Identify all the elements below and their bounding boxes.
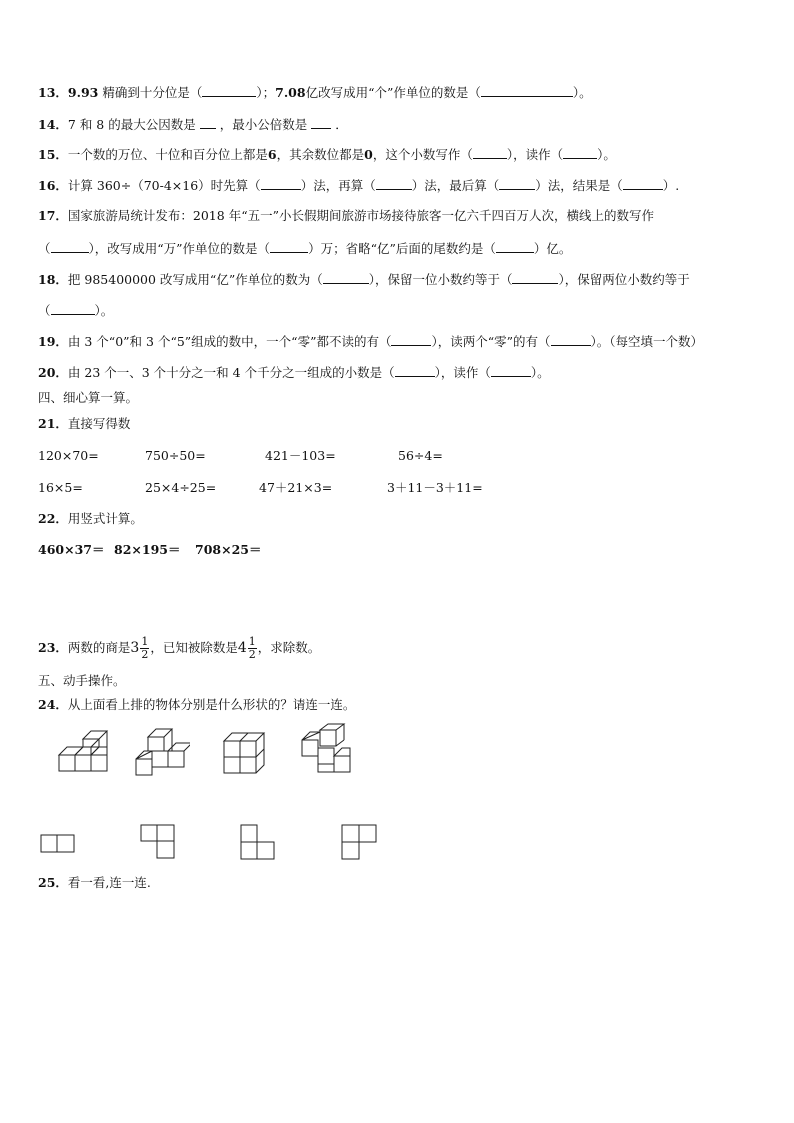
q21-item: 25×4÷25= — [145, 480, 217, 495]
q22-number: 22． — [38, 511, 68, 526]
q20-blank-2[interactable] — [491, 364, 531, 377]
question-20 — [38, 364, 550, 381]
q21-item: 16×5= — [38, 480, 83, 495]
q18-text-4: ）。 — [94, 303, 114, 318]
q15-blank-2[interactable] — [563, 146, 597, 159]
q16-blank-2[interactable] — [376, 177, 412, 190]
q23-mixed-whole-1: 3 — [130, 640, 140, 656]
section-5-heading: 五、动手操作。 — [38, 673, 126, 688]
q24-number: 24． — [38, 697, 68, 712]
q18-text-2: ），保留一位小数约等于（ — [368, 272, 513, 287]
q17-text-4: ）亿。 — [533, 241, 572, 256]
question-22-title — [38, 511, 143, 527]
q25-text: 看一看,连一连. — [67, 875, 151, 890]
question-21-title — [38, 416, 130, 432]
section-4-heading: 四、细心算一算。 — [38, 390, 139, 405]
q23-fraction-2 — [248, 636, 257, 661]
q14-text-3: ． — [335, 117, 348, 132]
question-14 — [38, 116, 348, 133]
question-24-title — [38, 697, 355, 713]
q18-text-3: ），保留两位小数约等于 — [558, 272, 690, 287]
q17-blank-1[interactable] — [51, 240, 89, 253]
q21-item: 3＋11－3＋11= — [387, 480, 483, 495]
question-18-line-1 — [38, 271, 690, 288]
q17-blank-3[interactable] — [496, 240, 534, 253]
q19-number: 19． — [38, 334, 68, 349]
q23-numerator-2: 1 — [248, 635, 256, 648]
q21-item: 47＋21×3= — [259, 480, 333, 495]
q23-number: 23． — [38, 640, 68, 655]
q19-text-2: ），读两个“零”的有（ — [431, 334, 551, 349]
q22-item: 708×25＝ — [195, 542, 262, 557]
q17-text-3: ）万；省略“亿”后面的尾数约是（ — [308, 241, 496, 256]
q22-text: 用竖式计算。 — [67, 511, 143, 526]
q14-blank-2[interactable] — [311, 116, 331, 129]
top-view-shape-2[interactable] — [140, 824, 178, 862]
q13-blank-2[interactable] — [481, 84, 573, 97]
question-16 — [38, 177, 679, 194]
q16-text-4: ）法，结果是（ — [535, 178, 623, 193]
q15-number: 15． — [38, 147, 68, 162]
q18-blank-2[interactable] — [512, 271, 558, 284]
question-25-title — [38, 875, 151, 891]
q17-number: 17． — [38, 208, 68, 223]
cube-figure-3[interactable] — [220, 727, 272, 777]
q23-text-2: ，已知被除数是 — [150, 640, 238, 655]
q16-blank-1[interactable] — [261, 177, 301, 190]
q17-text-2: ），改写成用“万”作单位的数是（ — [88, 241, 271, 256]
q23-denominator-2: 2 — [248, 648, 256, 661]
q21-item: 120×70= — [38, 448, 99, 463]
q21-item: 750÷50= — [145, 448, 206, 463]
q15-text-3: ，这个小数写作（ — [372, 147, 473, 162]
q21-text: 直接写得数 — [67, 416, 131, 431]
question-23 — [38, 636, 320, 661]
q16-text-3: ）法，最后算（ — [411, 178, 500, 193]
question-13 — [38, 84, 592, 101]
q16-number: 16． — [38, 178, 68, 193]
q21-item: 56÷4= — [398, 448, 443, 463]
q15-text: 一个数的万位、十位和百分位上都是 — [67, 147, 268, 162]
q18-blank-1[interactable] — [323, 271, 369, 284]
top-view-shape-4[interactable] — [341, 824, 379, 862]
q13-value-2: 7.08 — [275, 85, 306, 100]
q15-text-4: ），读作（ — [506, 147, 564, 162]
q15-text-5: ）。 — [597, 147, 616, 162]
q13-text-3: 亿改写成用“个”作单位的数是（ — [305, 85, 481, 100]
q17-text: 国家旅游局统计发布：2018 年“五一”小长假期间旅游市场接待旅客一亿六千四百万人次，横线上的数写作 — [67, 208, 654, 223]
q16-text: 计算 360÷（70-4×16）时先算（ — [67, 178, 261, 193]
q20-text-2: ），读作（ — [434, 365, 491, 380]
q19-text: 由 3 个“0”和 3 个“5”组成的数中，一个“零”都不读的有（ — [67, 334, 392, 349]
question-17-line-2 — [38, 240, 571, 257]
q17-paren: （ — [38, 241, 51, 256]
q18-blank-3[interactable] — [51, 302, 95, 315]
q23-text: 两数的商是 — [67, 640, 131, 655]
q13-text: 精确到十分位是（ — [102, 85, 203, 100]
q13-text-4: ）。 — [572, 85, 592, 100]
q22-item: 82×195＝ — [114, 542, 181, 557]
q23-denominator-1: 2 — [141, 648, 149, 661]
q13-number: 13． — [38, 85, 68, 100]
q23-numerator-1: 1 — [141, 635, 149, 648]
q20-number: 20． — [38, 365, 68, 380]
q16-text-5: ）. — [662, 178, 680, 193]
q19-text-3: ）。（每空填一个数） — [590, 334, 704, 349]
q13-value: 9.93 — [67, 85, 99, 100]
cube-figure-4[interactable] — [300, 722, 356, 778]
q15-blank-1[interactable] — [473, 146, 507, 159]
q20-text: 由 23 个一、3 个十分之一和 4 个千分之一组成的小数是（ — [67, 365, 395, 380]
q18-text: 把 985400000 改写成用“亿”作单位的数为（ — [67, 272, 323, 287]
q21-item: 421－103= — [265, 448, 336, 463]
q18-paren: （ — [38, 303, 51, 318]
q20-blank-1[interactable] — [395, 364, 435, 377]
q13-blank-1[interactable] — [202, 84, 256, 97]
q13-text-2: ）； — [256, 85, 276, 100]
q24-text: 从上面看上排的物体分别是什么形状的？请连一连。 — [67, 697, 356, 712]
cube-figure-1[interactable] — [56, 727, 112, 777]
q22-item: 460×37＝ — [38, 542, 105, 557]
q16-blank-4[interactable] — [623, 177, 663, 190]
q14-text-2: ，最小公倍数是 — [219, 117, 308, 132]
q20-text-3: ）。 — [530, 365, 550, 380]
q15-value-2: 0 — [364, 147, 373, 162]
q14-blank-1[interactable] — [200, 116, 216, 129]
q21-number: 21． — [38, 416, 68, 431]
q23-mixed-whole-2: 4 — [237, 640, 247, 656]
q15-value: 6 — [267, 147, 277, 162]
q23-fraction-1 — [140, 636, 149, 661]
q15-text-2: ，其余数位都是 — [276, 147, 365, 162]
q16-text-2: ）法，再算（ — [300, 178, 376, 193]
q23-text-3: ，求除数。 — [257, 640, 321, 655]
question-19 — [38, 333, 703, 350]
question-17-line-1 — [38, 208, 654, 224]
q16-blank-3[interactable] — [499, 177, 535, 190]
q19-blank-2[interactable] — [551, 333, 591, 346]
top-view-shape-3[interactable] — [240, 824, 278, 862]
q19-blank-1[interactable] — [391, 333, 431, 346]
q17-blank-2[interactable] — [270, 240, 308, 253]
question-15 — [38, 146, 616, 163]
q14-number: 14． — [38, 117, 68, 132]
question-18-line-2 — [38, 302, 113, 319]
q18-number: 18． — [38, 272, 68, 287]
top-view-shape-1[interactable] — [40, 833, 76, 855]
q25-number: 25． — [38, 875, 68, 890]
q14-text: 7 和 8 的最大公因数是 — [67, 117, 196, 132]
cube-figure-2[interactable] — [134, 727, 190, 779]
